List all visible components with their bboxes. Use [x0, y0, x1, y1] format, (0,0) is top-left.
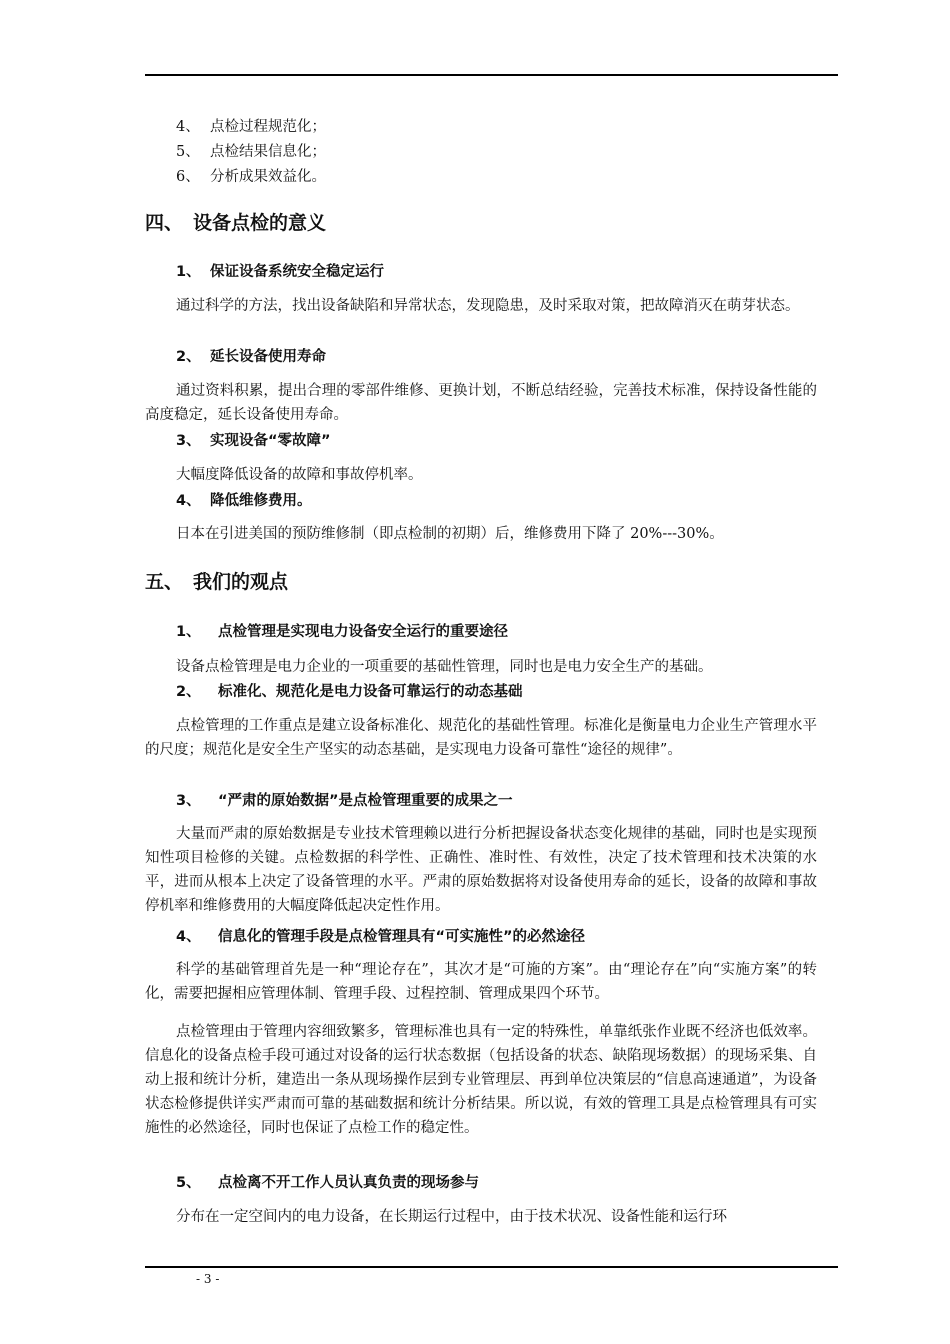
subheading: 1、 点检管理是实现电力设备安全运行的重要途径	[176, 624, 508, 640]
paragraph: 通过科学的方法，找出设备缺陷和异常状态，发现隐患，及时采取对策，把故障消灭在萌芽状态。	[176, 298, 800, 314]
paragraph: 大幅度降低设备的故障和事故停机率。	[176, 467, 423, 483]
section-heading: 四、 设备点检的意义	[145, 212, 327, 234]
subheading: 2、 标准化、规范化是电力设备可靠运行的动态基础	[176, 684, 523, 700]
subheading: 4、 信息化的管理手段是点检管理具有“可实施性”的必然途径	[176, 929, 586, 945]
list-item: 6、 分析成果效益化。	[176, 169, 326, 185]
paragraph: 科学的基础管理首先是一种“理论存在”，其次才是“可施的方案”。由“理论存在”向“实施方案”的转化，需要把握相应管理体制、管理手段、过程控制、管理成果四个环节。	[145, 962, 817, 1002]
section-heading: 五、 我们的观点	[145, 571, 289, 593]
list-item: 4、 点检过程规范化；	[176, 119, 326, 135]
subheading: 5、 点检离不开工作人员认真负责的现场参与	[176, 1175, 479, 1191]
subheading: 1、 保证设备系统安全稳定运行	[176, 264, 384, 280]
header-rule	[145, 74, 838, 76]
page-number: - 3 -	[196, 1272, 220, 1286]
subheading: 3、 实现设备“零故障”	[176, 433, 331, 449]
subheading: 2、 延长设备使用寿命	[176, 349, 326, 365]
paragraph: 点检管理的工作重点是建立设备标准化、规范化的基础性管理。标准化是衡量电力企业生产管理水平的尺度；规范化是安全生产坚实的动态基础，是实现电力设备可靠性“途径的规律”。	[145, 718, 817, 758]
paragraph: 设备点检管理是电力企业的一项重要的基础性管理，同时也是电力安全生产的基础。	[176, 659, 713, 675]
list-item: 5、 点检结果信息化；	[176, 144, 326, 160]
paragraph: 分布在一定空间内的电力设备，在长期运行过程中，由于技术状况、设备性能和运行环	[176, 1209, 727, 1225]
subheading: 4、 降低维修费用。	[176, 493, 312, 509]
paragraph: 点检管理由于管理内容细致繁多，管理标准也具有一定的特殊性，单靠纸张作业既不经济也低效率。信息化的设备点检手段可通过对设备的运行状态数据（包括设备的状态、缺陷现场数据）的现场采集、自动上报和统计分析，建造出一条从现场操作层到专业管理层、再到单位决策层的“信息高速通道”，为设备状态检修提供详实严肃而可靠的基础数据和统计分析结果。所以说，有效的管理工具是点检管理具有可实施性的必然途径，同时也保证了点检工作的稳定性。	[145, 1024, 817, 1136]
paragraph: 日本在引进美国的预防维修制（即点检制的初期）后，维修费用下降了 20%---30%。	[176, 526, 724, 542]
subheading: 3、 “严肃的原始数据”是点检管理重要的成果之一	[176, 793, 513, 809]
footer-rule	[145, 1266, 838, 1268]
paragraph: 通过资料积累，提出合理的零部件维修、更换计划，不断总结经验，完善技术标准，保持设备性能的高度稳定，延长设备使用寿命。	[145, 383, 817, 423]
paragraph: 大量而严肃的原始数据是专业技术管理赖以进行分析把握设备状态变化规律的基础，同时也是实现预知性项目检修的关键。点检数据的科学性、正确性、准时性、有效性，决定了技术管理和技术决策的水平，进而从根本上决定了设备管理的水平。严肃的原始数据将对设备使用寿命的延长，设备的故障和事故停机率和维修费用的大幅度降低起决定性作用。	[145, 826, 817, 914]
